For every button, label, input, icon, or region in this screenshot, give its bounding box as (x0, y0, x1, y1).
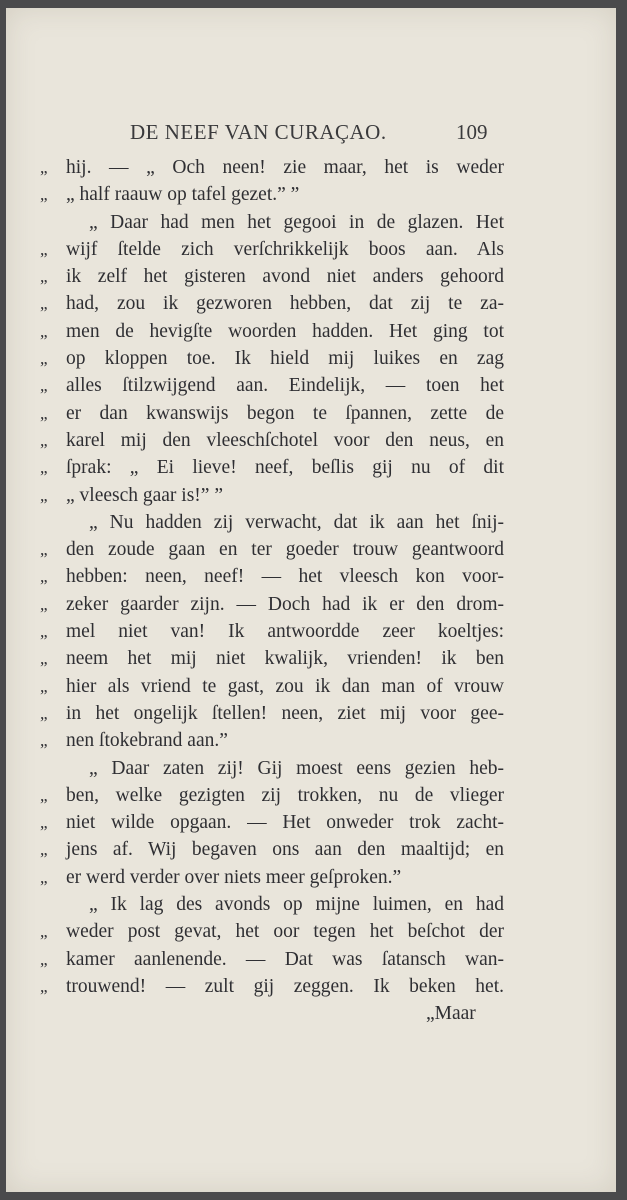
line-text: er werd verder over niets meer geſproken.” (66, 866, 402, 888)
quote-mark: „ (40, 567, 48, 587)
body-text (6, 154, 616, 1028)
line-text: in het ongelijk ſtellen! neen, ziet mij voor gee- (66, 702, 504, 724)
line-text: „ half raauw op tafel gezet.” ” (66, 184, 300, 206)
quote-mark: „ (40, 649, 48, 669)
text-line (6, 181, 616, 208)
quote-mark: „ (40, 731, 48, 751)
line-text: hij. — „ Och neen! zie maar, het is weder (66, 157, 504, 178)
text-line (6, 209, 616, 236)
line-text: weder post gevat, het oor tegen het beſchot der (66, 921, 504, 943)
text-line (6, 864, 616, 891)
catchword-line (6, 1000, 616, 1027)
text-line (6, 727, 616, 754)
text-line (6, 836, 616, 863)
line-text: „ Daar zaten zij! Gij moest eens gezien heb- (89, 757, 504, 779)
text-line (6, 400, 616, 427)
text-line (6, 427, 616, 454)
line-text: hebben: neen, neef! — het vleesch kon voor- (66, 566, 504, 588)
line-text: „ Nu hadden zij verwacht, dat ik aan het ſnij- (89, 511, 504, 533)
page-header (6, 120, 616, 150)
quote-mark: „ (40, 622, 48, 642)
text-line (6, 563, 616, 590)
line-text: niet wilde opgaan. — Het onweder trok zacht- (66, 812, 504, 834)
line-text: men de hevigſte woorden hadden. Het ging tot (66, 320, 504, 342)
quote-mark: „ (40, 376, 48, 396)
line-text: er dan kwanswijs begon te ſpannen, zette de (66, 402, 504, 424)
catchword: „Maar (426, 1003, 476, 1025)
line-text: neem het mij niet kwalijk, vrienden! ik ben (66, 648, 504, 670)
text-line (6, 154, 616, 181)
line-text: „ vleesch gaar is!” ” (66, 484, 223, 506)
text-line (6, 345, 616, 372)
text-line (6, 891, 616, 918)
line-text: trouwend! — zult gij zeggen. Ik beken het. (66, 975, 504, 997)
text-line (6, 645, 616, 672)
line-text: op kloppen toe. Ik hield mij luikes en zag (66, 348, 504, 370)
quote-mark: „ (40, 676, 48, 696)
running-head: DE NEEF VAN CURAÇAO. (130, 120, 387, 144)
text-line (6, 782, 616, 809)
line-text: ben, welke gezigten zij trokken, nu de vlieger (66, 784, 504, 806)
text-line (6, 318, 616, 345)
quote-mark: „ (40, 158, 48, 177)
book-page (6, 8, 616, 1192)
quote-mark: „ (40, 239, 48, 259)
page-number: 109 (456, 120, 488, 144)
text-line (6, 290, 616, 317)
text-line (6, 372, 616, 399)
quote-mark: „ (40, 267, 48, 287)
text-line (6, 918, 616, 945)
quote-mark: „ (40, 976, 48, 996)
line-text: wijf ſtelde zich verſchrikkelijk boos aan. Als (66, 238, 504, 260)
quote-mark: „ (40, 485, 48, 505)
quote-mark: „ (40, 321, 48, 341)
line-text: nen ſtokebrand aan.” (66, 730, 228, 752)
quote-mark: „ (40, 430, 48, 450)
line-text: zeker gaarder zijn. — Doch had ik er den drom- (66, 593, 504, 615)
quote-mark: „ (40, 185, 48, 205)
quote-mark: „ (40, 840, 48, 860)
text-line (6, 482, 616, 509)
quote-mark: „ (40, 703, 48, 723)
quote-mark: „ (40, 349, 48, 369)
quote-mark: „ (40, 785, 48, 805)
text-line (6, 618, 616, 645)
text-line (6, 946, 616, 973)
line-text: alles ſtilzwijgend aan. Eindelijk, — toen het (66, 375, 504, 397)
quote-mark: „ (40, 540, 48, 560)
text-line (6, 755, 616, 782)
quote-mark: „ (40, 922, 48, 942)
line-text: den zoude gaan en ter goeder trouw geantwoord (66, 539, 504, 561)
text-line (6, 509, 616, 536)
line-text: karel mij den vleeschſchotel voor den neus, en (66, 429, 504, 451)
text-line (6, 673, 616, 700)
text-line (6, 973, 616, 1000)
line-text: „ Daar had men het gegooi in de glazen. Het (89, 211, 504, 233)
quote-mark: „ (40, 867, 48, 887)
quote-mark: „ (40, 813, 48, 833)
line-text: ik zelf het gisteren avond niet anders gehoord (66, 266, 504, 288)
quote-mark: „ (40, 403, 48, 423)
line-text: mel niet van! Ik antwoordde zeer koeltjes: (66, 621, 504, 643)
text-line (6, 263, 616, 290)
quote-mark: „ (40, 594, 48, 614)
text-line (6, 536, 616, 563)
quote-mark: „ (40, 458, 48, 478)
text-line (6, 809, 616, 836)
text-line (6, 700, 616, 727)
line-text: kamer aanlenende. — Dat was ſatansch wan- (66, 948, 504, 970)
line-text: ſprak: „ Ei lieve! neef, beſlis gij nu of dit (66, 457, 504, 479)
line-text: hier als vriend te gast, zou ik dan man of vrouw (66, 675, 504, 697)
quote-mark: „ (40, 294, 48, 314)
line-text: had, zou ik gezworen hebben, dat zij te za- (66, 293, 504, 315)
line-text: jens af. Wij begaven ons aan den maaltijd; en (66, 839, 504, 861)
quote-mark: „ (40, 949, 48, 969)
text-line (6, 591, 616, 618)
text-line (6, 236, 616, 263)
text-line (6, 454, 616, 481)
line-text: „ Ik lag des avonds op mijne luimen, en had (89, 894, 504, 916)
